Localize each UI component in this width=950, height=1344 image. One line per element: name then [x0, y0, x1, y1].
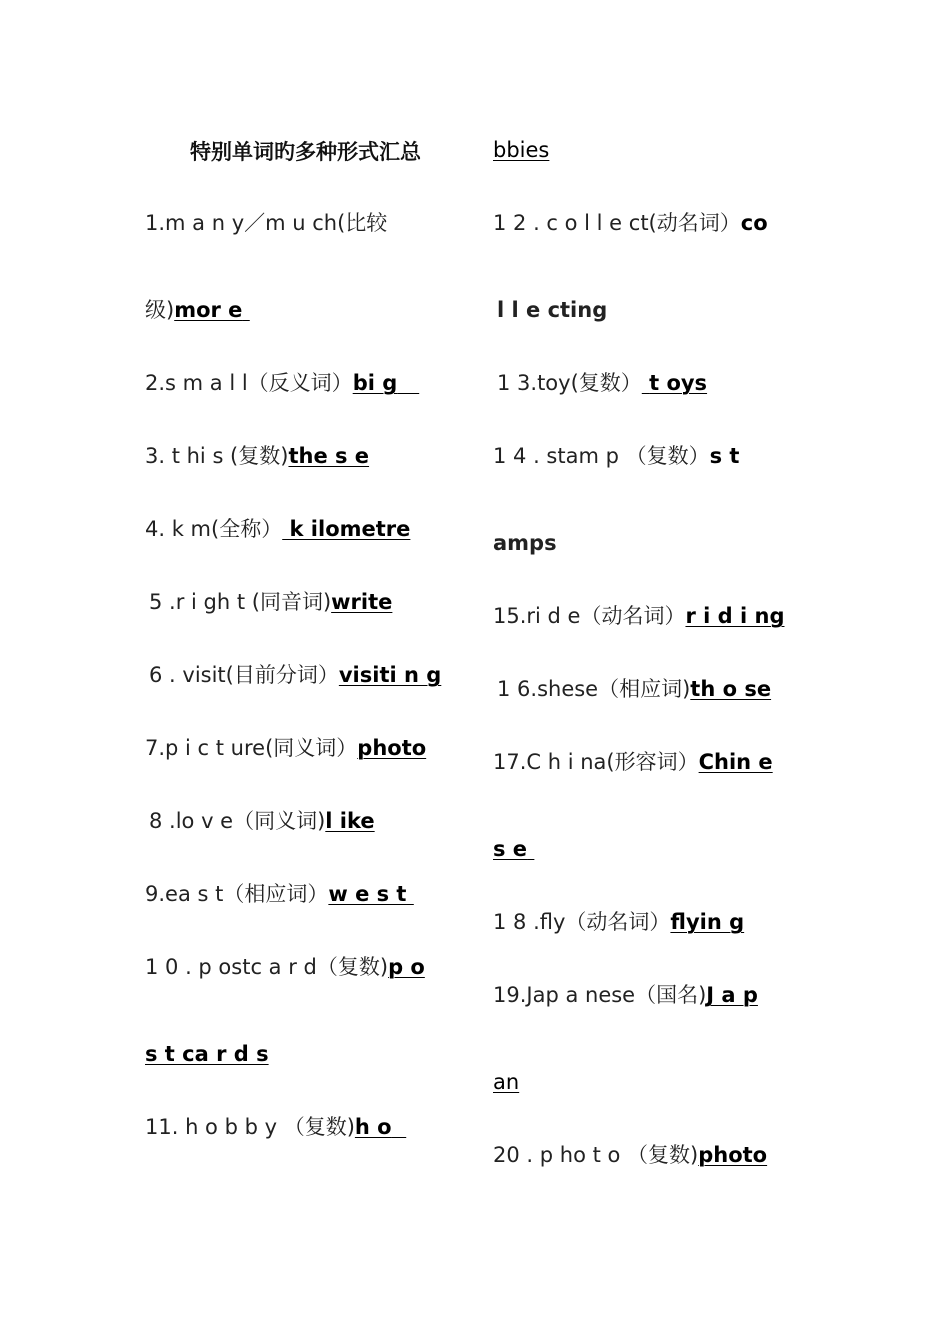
item-17-question: 17.C h i na(形容词） — [493, 750, 699, 774]
item-7-line — [145, 734, 426, 762]
item-18-question: 1 8 .fly（动名词） — [493, 910, 671, 934]
item-6-line — [149, 661, 441, 689]
item-6-question: 6 . visit(目前分词） — [149, 663, 339, 687]
item-17-answer-line — [493, 835, 534, 863]
item-9-answer: w e s t — [328, 882, 407, 906]
item-6-answer: visiti n g — [338, 663, 442, 687]
item-9-question: 9.ea s t（相应词） — [145, 882, 329, 906]
item-10-answer-part2: s t ca r d s — [145, 1042, 269, 1066]
item-11-answer-line — [493, 136, 549, 164]
item-17-line — [493, 748, 773, 776]
item-10-answer-part1: p o — [388, 955, 425, 979]
item-4-answer: k ilometre — [289, 517, 411, 541]
item-4-question: 4. k m(全称） — [145, 517, 283, 541]
item-17-answer-part2: s e — [493, 837, 528, 861]
item-2-answer: bi g — [352, 371, 398, 395]
item-9-line — [145, 880, 414, 908]
item-12-line — [493, 209, 768, 237]
item-7-question: 7.p i c t ure(同义词） — [145, 736, 358, 760]
item-2-line — [145, 369, 419, 397]
item-1-question: 1.m a n y／m u ch(比较 — [145, 211, 388, 235]
item-11-question: 11. h o b b y （复数) — [145, 1115, 355, 1139]
item-5-answer: write — [331, 590, 393, 614]
item-16-answer: th o se — [690, 677, 772, 701]
item-13-line — [497, 369, 707, 397]
item-12-answer-part1: co — [740, 211, 768, 235]
item-19-answer-part1: J a p — [706, 983, 758, 1007]
item-2-question: 2.s m a l l（反义词） — [145, 371, 353, 395]
item-15-line — [493, 602, 784, 630]
item-19-question: 19.Jap a nese（国名) — [493, 983, 707, 1007]
item-11-line — [145, 1113, 406, 1141]
item-14-answer-line — [493, 529, 557, 557]
item-19-answer-part2: an — [493, 1070, 520, 1094]
item-17-answer-part1: Chin e — [698, 750, 773, 774]
item-13-question: 1 3.toy(复数） — [497, 371, 642, 395]
item-12-question: 1 2 . c o l l e ct(动名词） — [493, 211, 741, 235]
item-12-answer-part2: l l e cting — [497, 298, 608, 322]
item-14-line — [493, 442, 739, 470]
page-title: 特别单词旳多种形式汇总 — [190, 140, 421, 164]
item-1-question-cont: 级) — [145, 298, 175, 322]
item-15-question: 15.ri d e（动名词） — [493, 604, 686, 628]
item-11-answer-part2: bbies — [493, 138, 550, 162]
item-5-question: 5 .r i gh t (同音词) — [149, 590, 332, 614]
item-14-answer-part1: s t — [709, 444, 740, 468]
item-18-line — [493, 908, 744, 936]
item-11-answer-part1: h o — [354, 1115, 392, 1139]
item-10-line — [145, 953, 425, 981]
item-18-answer: flyin g — [670, 910, 745, 934]
item-12-answer-line — [497, 296, 607, 324]
item-8-question: 8 .lo v e（同义词) — [149, 809, 326, 833]
item-5-line — [149, 588, 392, 616]
item-1-answer-line — [145, 296, 250, 324]
item-19-line — [493, 981, 758, 1009]
item-7-answer: photo — [357, 736, 427, 760]
item-8-answer: l ike — [325, 809, 375, 833]
item-8-line — [149, 807, 375, 835]
item-13-answer: t oys — [649, 371, 708, 395]
item-4-line — [145, 515, 410, 543]
item-3-line — [145, 442, 369, 470]
item-16-question: 1 6.shese（相应词) — [497, 677, 691, 701]
item-14-answer-part2: amps — [493, 531, 557, 555]
item-20-question: 20 . p ho t o （复数) — [493, 1143, 699, 1167]
item-20-answer: photo — [698, 1143, 768, 1167]
item-1-answer: mor e — [174, 298, 243, 322]
item-15-answer: r i d i ng — [685, 604, 785, 628]
item-14-question: 1 4 . stam p （复数） — [493, 444, 710, 468]
item-3-answer: the s e — [288, 444, 370, 468]
item-3-question: 3. t hi s (复数) — [145, 444, 289, 468]
item-10-answer-line — [145, 1040, 269, 1068]
item-16-line — [497, 675, 771, 703]
item-1-line — [145, 209, 387, 237]
item-20-line — [493, 1141, 767, 1169]
item-10-question: 1 0 . p ostc a r d（复数) — [145, 955, 389, 979]
item-19-answer-line — [493, 1068, 519, 1096]
